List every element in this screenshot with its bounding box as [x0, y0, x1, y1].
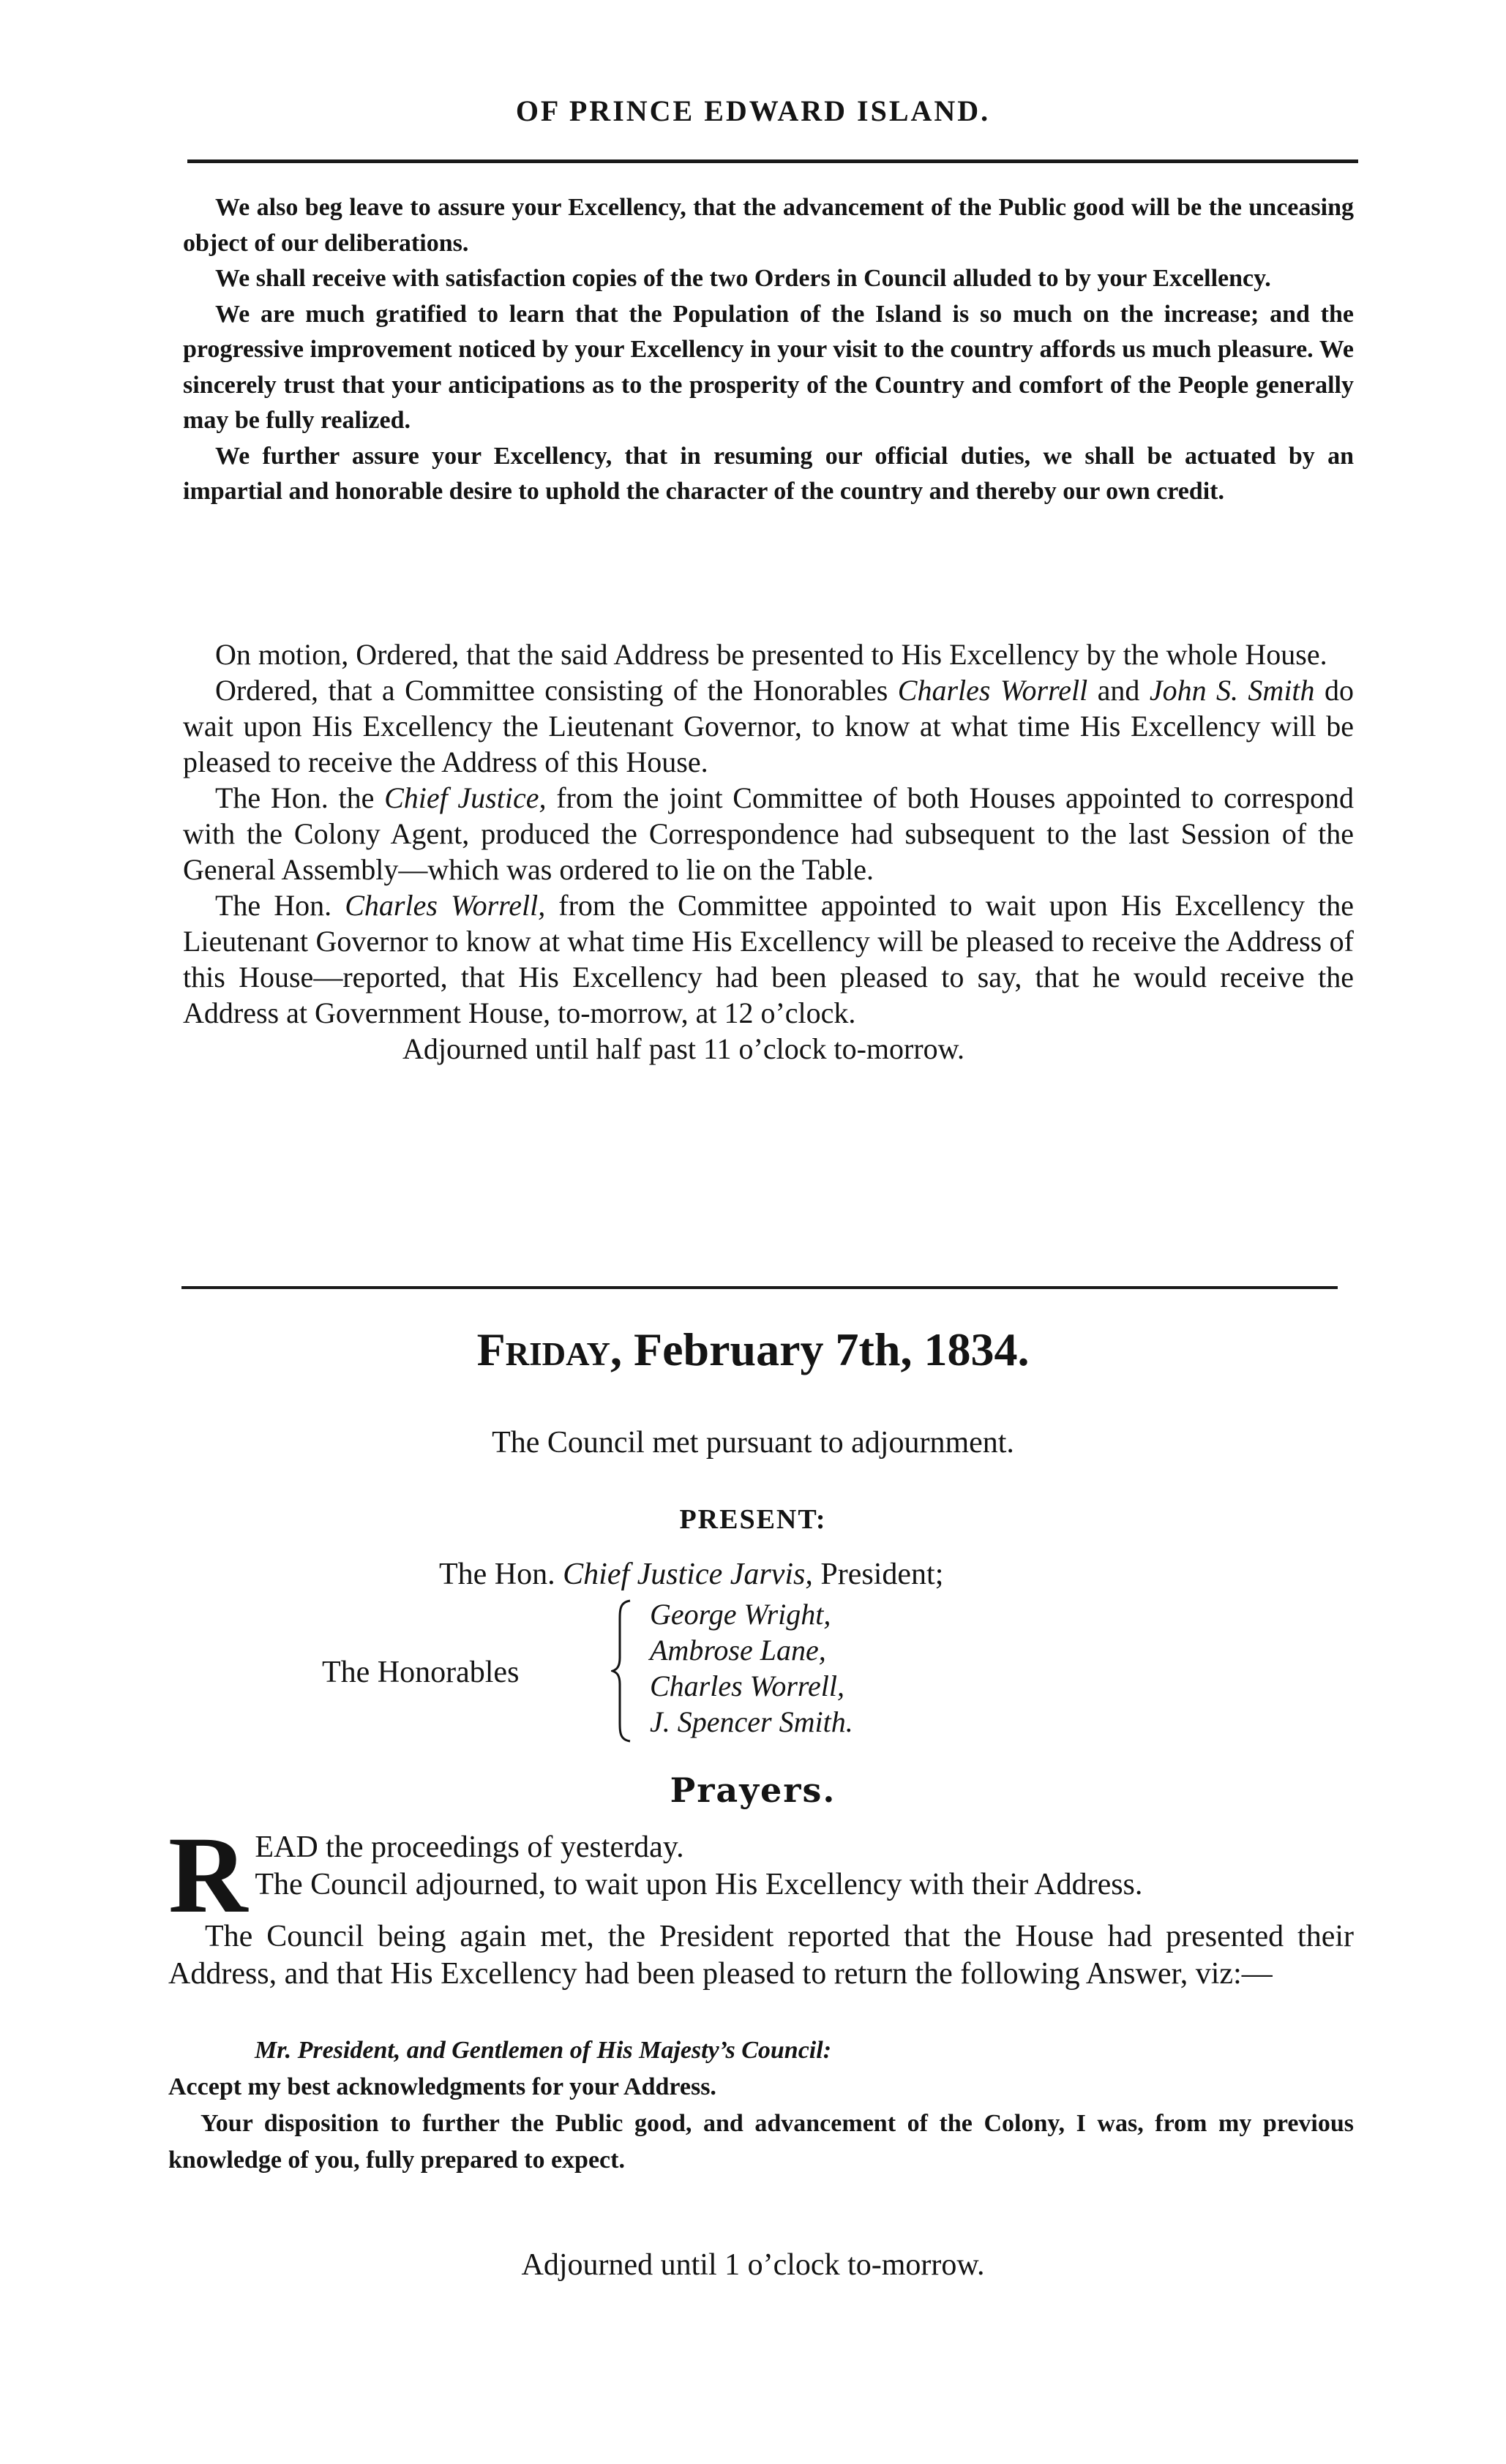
proceedings-paragraph: The Council being again met, the President reported that the House had presented their Address, and that His Excellency had been pleased to return the following Answer, viz:—	[168, 1920, 1354, 1991]
closing-adjournment: Adjourned until 1 o’clock to-morrow.	[521, 2248, 985, 2282]
answer-paragraph: Accept my best acknowledgments for your Address.	[168, 2073, 716, 2100]
date-heading: Friday, February 7th, 1834.	[476, 1323, 1030, 1375]
header-rule	[187, 159, 1358, 163]
running-head: OF PRINCE EDWARD ISLAND.	[515, 94, 991, 127]
minutes-paragraph: The Hon. Charles Worrell, from the Committee appointed to wait upon His Excellency the Lieutenant Governor to know at what time His Excellency will be pleased to receive the Address of this House—reported, that His Excellency had been pleased to say, that he would receive the Address at Government House, to-morrow, at 12 o’clock.	[183, 889, 1354, 1029]
answer-paragraph: Your disposition to further the Public good, and advancement of the Colony, I was, from my previous knowledge of you, fully prepared to expect.	[168, 2110, 1354, 2174]
section-rule	[181, 1286, 1338, 1289]
honorables-label: The Honorables	[322, 1656, 520, 1689]
member-name: Charles Worrell	[897, 674, 1088, 707]
governor-answer	[168, 2032, 1354, 2179]
member-name: J. Spencer Smith.	[650, 1705, 853, 1738]
drop-cap: R	[168, 1814, 248, 1936]
reply-paragraph: We also beg leave to assure your Excellency, that the advancement of the Public good will be the unceasing object of our deliberations.	[183, 194, 1354, 257]
answer-salutation: Mr. President, and Gentlemen of His Majesty’s Council:	[255, 2037, 832, 2064]
adjournment-line: Adjourned until half past 11 o’clock to-morrow.	[402, 1032, 964, 1065]
member-name: Charles Worrell,	[345, 889, 546, 922]
reply-paragraph: We shall receive with satisfaction copies of the two Orders in Council alluded to by your Excellency.	[215, 265, 1271, 292]
minutes-paragraph: Ordered, that a Committee consisting of the Honorables Charles Worrell and John S. Smith do wait upon His Excellency the Lieutenant Governor, to know at what time His Excellency will be pleased to receive the Address of this House.	[183, 674, 1354, 778]
reply-paragraph: We are much gratified to learn that the Population of the Island is so much on the increase; and the progressive improvement noticed by your Excellency in your visit to the country affords us much pleasure. We sincerely trust that your anticipations as to the prosperity of the Country and comfort of the People generally may be fully realized.	[183, 300, 1354, 434]
reply-paragraph: We further assure your Excellency, that in resuming our official duties, we shall be actuated by an impartial and honorable desire to uphold the character of the country and thereby our own credit.	[183, 442, 1354, 505]
minutes-section	[183, 636, 1354, 1067]
member-name: Chief Justice,	[384, 781, 547, 814]
member-name: Charles Worrell,	[650, 1669, 844, 1702]
president-name: Chief Justice Jarvis,	[563, 1558, 813, 1591]
proceedings-paragraph: READ the proceedings of yesterday.	[168, 1814, 684, 1936]
address-reply	[183, 190, 1354, 510]
proceedings-section	[168, 1814, 1354, 1993]
brace-icon	[611, 1599, 633, 1743]
prayers-heading: Prayers.	[670, 1770, 836, 1810]
proceedings-paragraph: The Council adjourned, to wait upon His Excellency with their Address.	[255, 1868, 1143, 1901]
member-name: John S. Smith	[1149, 674, 1315, 707]
member-name: George Wright,	[650, 1598, 831, 1631]
minutes-paragraph: On motion, Ordered, that the said Address be presented to His Excellency by the whole House.	[215, 638, 1327, 671]
honorables-list	[650, 1596, 853, 1740]
minutes-paragraph: The Hon. the Chief Justice, from the joint Committee of both Houses appointed to correspond with the Colony Agent, produced the Correspondence had subsequent to the last Session of the General Assembly—which was ordered to lie on the Table.	[183, 781, 1354, 886]
president-line: The Hon. Chief Justice Jarvis, President;	[439, 1558, 944, 1591]
present-label: PRESENT:	[679, 1504, 827, 1535]
member-name: Ambrose Lane,	[650, 1634, 826, 1667]
council-met-line: The Council met pursuant to adjournment.	[492, 1426, 1014, 1460]
